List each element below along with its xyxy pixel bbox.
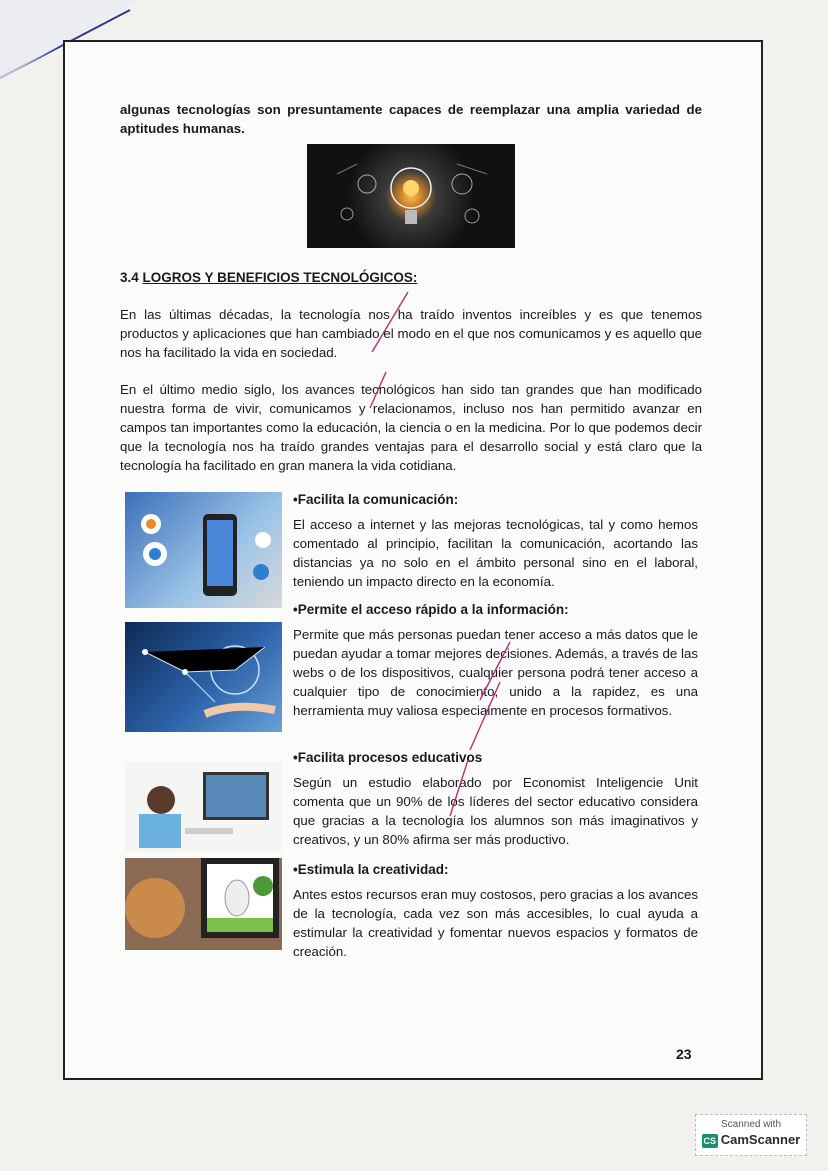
education-online-class-image (125, 762, 282, 852)
feature-body: Permite que más personas puedan tener acceso a más datos que le puedan ayudar a tomar mejores decisiones. Además, a través de las webs o de los dispositivos, cualquier persona podrá tener acceso a cualquier tipo de conocimiento, unido a la rapidez, es una herramienta muy valiosa especialmente en procesos formativos. (293, 627, 698, 718)
feature-title: •Facilita la comunicación: (293, 492, 459, 507)
online-class-icon (125, 762, 282, 852)
scanner-brand (696, 1132, 806, 1148)
feature-title: •Estimula la creatividad: (293, 862, 449, 877)
network-globe-icon (125, 622, 282, 732)
pen-stroke-mark (360, 290, 440, 410)
tablet-drawing-icon (125, 858, 282, 950)
section-title: LOGROS Y BENEFICIOS TECNOLÓGICOS: (142, 270, 418, 285)
feature-body: El acceso a internet y las mejoras tecnológicas, tal y como hemos comentado al principio, facilitan la comunicación, acortando las distancias ya no solo en el ámbito personal sino en el laboral, teniendo un impacto directo en la economía. (293, 517, 698, 589)
intro-paragraph: algunas tecnologías son presuntamente capaces de reemplazar una amplia variedad de aptitudes humanas. (120, 102, 702, 136)
feature-body: Según un estudio elaborado por Economist Inteligencie Unit comenta que un 90% de los líderes del sector educativo considera que gracias a la tecnología los alumnos son más imaginativos y creativos, y un 80% afirma ser más productivo. (293, 775, 698, 847)
camscanner-logo-icon: CS (703, 1135, 716, 1146)
feature-title: •Facilita procesos educativos (293, 750, 483, 765)
feature-body: Antes estos recursos eran muy costosos, pero gracias a los avances de la tecnología, cada vez son más accesibles, lo cual ayuda a estimular la creatividad y fomentar nuevos espacios y formatos de creación. (293, 887, 699, 959)
paragraph-1: En las últimas décadas, la tecnología nos ha traído inventos increíbles y es que tenemos productos y aplicaciones que han cambiado el modo en el que nos comunicamos y es aquello que nos ha facilitado la vida en sociedad. (120, 307, 702, 360)
smartphone-icon (125, 492, 282, 608)
feature-title: •Permite el acceso rápido a la información: (293, 602, 569, 617)
camscanner-watermark (695, 1114, 807, 1156)
section-heading (120, 268, 702, 287)
pen-stroke-mark (440, 640, 530, 820)
document-content (120, 100, 702, 475)
technology-lightbulb-image (307, 144, 515, 248)
section-number: 3.4 (120, 270, 139, 285)
page-number: 23 (676, 1046, 692, 1062)
information-network-image (125, 622, 282, 732)
scanner-caption: Scanned with (720, 1119, 782, 1130)
communication-phone-image (125, 492, 282, 608)
creativity-tablet-image (125, 858, 282, 950)
paragraph-2: En el último medio siglo, los avances tecnológicos han sido tan grandes que han modificado nuestra forma de vivir, comunicamos y relacionamos, incluso nos han permitido avanzar en campos tan importantes como la educación, la ciencia o en la medicina. Por lo que podemos decir que la tecnología nos ha traído grandes ventajas para el desarrollo social y está claro que la tecnología ha facilitado en gran manera la vida cotidiana. (120, 382, 702, 473)
lightbulb-icon (307, 144, 515, 248)
scanner-brand-name: CamScanner (720, 1132, 801, 1147)
